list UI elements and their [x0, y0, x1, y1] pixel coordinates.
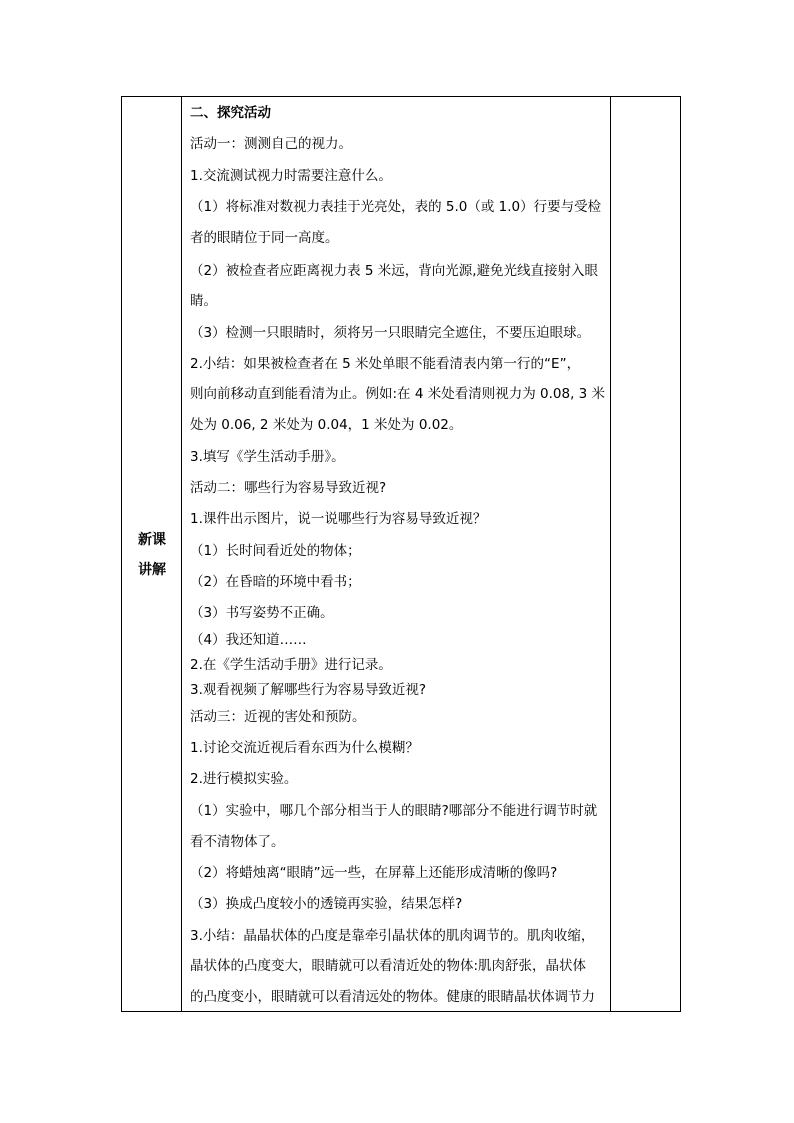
text-line: （4）我还知道…… [190, 632, 307, 648]
text-line: （1）长时间看近处的物体； [190, 543, 361, 559]
text-line: 1.交流测试视力时需要注意什么。 [190, 168, 392, 184]
text-line: （1）实验中，哪几个部分相当于人的眼睛?哪部分不能进行调节时就 [190, 803, 598, 819]
text-line: 3.小结：晶晶状体的凸度是靠牵引晶状体的肌肉调节的。肌肉收缩， [190, 928, 595, 944]
text-line: 活动三：近视的害处和预防。 [190, 709, 366, 725]
heading-explore: 二、探究活动 [190, 105, 271, 121]
text-line: 活动一：测测自己的视力。 [190, 136, 352, 152]
text-line: 晶状体的凸度变大，眼睛就可以看清近处的物体:肌肉舒张，晶状体 [190, 958, 587, 974]
text-line: 的凸度变小，眼睛就可以看清远处的物体。健康的眼睛晶状体调节力 [190, 989, 595, 1005]
section-label-line-2: 讲解 [138, 562, 166, 578]
text-line: 睛。 [190, 293, 217, 309]
section-label-line-1: 新课 [138, 532, 166, 548]
text-line: （2）被检查者应距离视力表 5 米远，背向光源,避免光线直接射入眼 [190, 263, 599, 279]
text-line: 1.课件出示图片，说一说哪些行为容易导致近视？ [190, 511, 487, 527]
text-line: 3.填写《学生活动手册》。 [190, 449, 345, 465]
text-line: 2.小结：如果被检查者在 5 米处单眼不能看清表内第一行的“E”， [190, 356, 581, 372]
text-line: 1.讨论交流近视后看东西为什么模糊？ [190, 740, 419, 756]
text-line: 活动二：哪些行为容易导致近视? [190, 480, 387, 496]
text-line: （2）将蜡烛离“眼睛”远一些，在屏幕上还能形成清晰的像吗? [190, 865, 558, 881]
text-line: （2）在昏暗的环境中看书； [190, 574, 361, 590]
text-line: 者的眼睛位于同一高度。 [190, 230, 339, 246]
text-line: 2.进行模拟实验。 [190, 771, 298, 787]
text-line: （3）书写姿势不正确。 [190, 605, 334, 621]
text-line: 处为 0.06, 2 米处为 0.04，1 米处为 0.02。 [190, 417, 463, 433]
lesson-table [121, 96, 681, 1012]
text-line: （3）检测一只眼睛时，须将另一只眼睛完全遮住，不要压迫眼球。 [190, 325, 591, 341]
text-line: （1）将标准对数视力表挂于光亮处，表的 5.0（或 1.0）行要与受检 [190, 199, 602, 215]
text-line: 2.在《学生活动手册》进行记录。 [190, 657, 392, 673]
notes-column [610, 97, 680, 1011]
section-label [122, 525, 182, 585]
text-line: （3）换成凸度较小的透镜再实验，结果怎样? [190, 896, 463, 912]
text-line: 看不清物体了。 [190, 834, 285, 850]
section-column [122, 97, 182, 1011]
text-line: 3.观看视频了解哪些行为容易导致近视? [190, 682, 427, 698]
text-line: 则向前移动直到能看清为止。例如:在 4 米处看清则视力为 0.08, 3 米 [190, 386, 606, 402]
